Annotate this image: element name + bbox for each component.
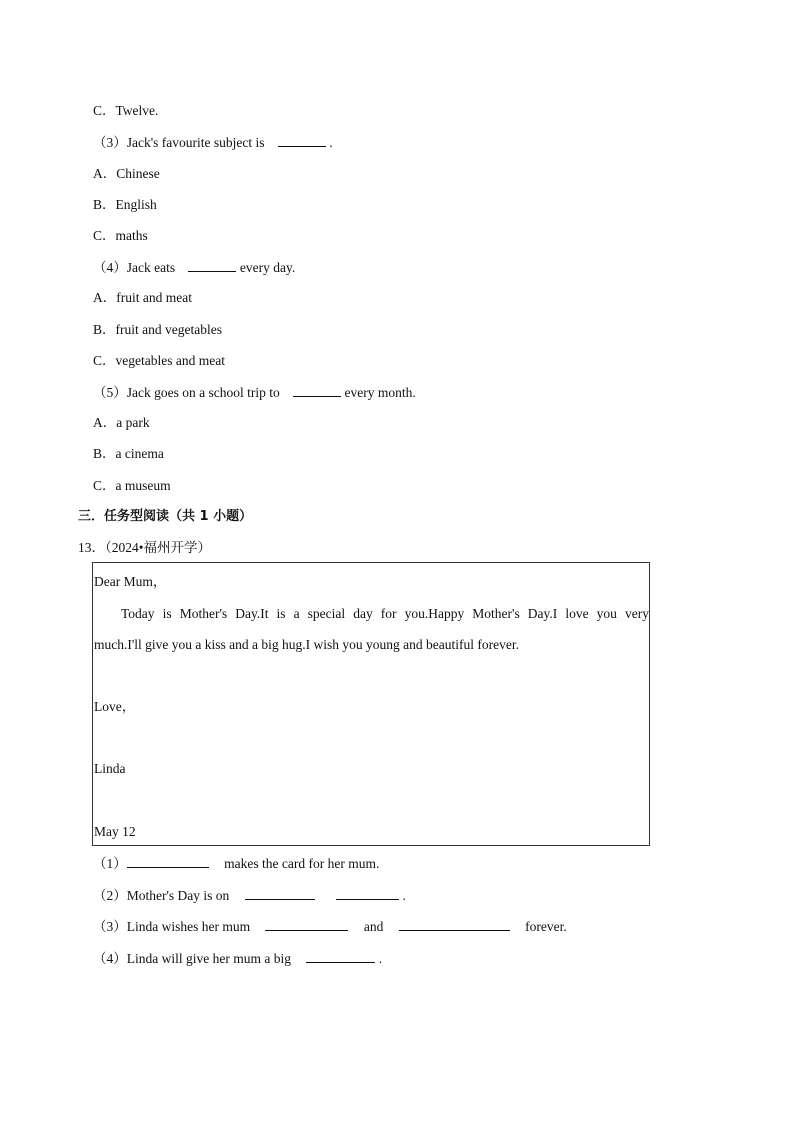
item-text: Mother's Day is on — [126, 888, 230, 903]
question-number: （5） — [93, 385, 127, 400]
question-text: Jack goes on a school trip to — [126, 385, 280, 400]
answer-blank[interactable] — [293, 384, 341, 397]
q13-item-1 — [93, 855, 379, 872]
letter-greeting: Dear Mum， — [94, 574, 167, 589]
question-number: （4） — [93, 260, 127, 275]
item-text-after: forever. — [525, 919, 567, 934]
answer-blank[interactable] — [188, 259, 236, 272]
q12-3-option-c: C．maths — [93, 228, 148, 243]
answer-blank-2[interactable] — [336, 887, 399, 900]
letter-date: May 12 — [94, 824, 136, 839]
letter-signature: Linda — [94, 761, 126, 776]
question-text: Jack's favourite subject is — [126, 135, 265, 150]
question-end: . — [329, 135, 333, 150]
q12-5-option-c: C．a museum — [93, 478, 171, 493]
question-text: Jack eats — [126, 260, 176, 275]
q12-3-option-a: A．Chinese — [93, 166, 160, 181]
answer-blank-1[interactable] — [245, 887, 315, 900]
letter-card — [92, 562, 650, 846]
letter-body-text-1: Today is Mother's Day.It is a special day for you.Happy Mother's Day.I love you very — [121, 606, 649, 621]
item-number: （1） — [93, 856, 127, 871]
q12-question-3 — [93, 134, 333, 151]
q12-3-option-b: B．English — [93, 197, 157, 212]
answer-blank-2[interactable] — [399, 918, 510, 931]
q13-item-3 — [93, 918, 567, 935]
section-heading: 三．任务型阅读（共 1 小题） — [78, 509, 253, 524]
q12-5-option-b: B．a cinema — [93, 446, 164, 461]
letter-body-line2: much.I'll give you a kiss and a big hug.I wish you young and beautiful forever. — [94, 637, 519, 652]
letter-closing: Love， — [94, 699, 136, 714]
q12-4-option-c: C．vegetables and meat — [93, 353, 225, 368]
q13-item-2 — [93, 887, 406, 904]
item-number: （3） — [93, 919, 127, 934]
question-number: （3） — [93, 135, 127, 150]
item-end: . — [402, 888, 406, 903]
item-text: Linda will give her mum a big — [126, 951, 291, 966]
item-text: makes the card for her mum. — [224, 856, 380, 871]
question-text-after: every month. — [344, 385, 416, 400]
answer-blank-1[interactable] — [265, 918, 348, 931]
q12-4-option-b: B．fruit and vegetables — [93, 322, 222, 337]
q12-question-4 — [93, 259, 295, 276]
q13-item-4 — [93, 950, 382, 967]
q12-4-option-a: A．fruit and meat — [93, 290, 192, 305]
item-end: . — [378, 951, 383, 966]
q12-5-option-a: A．a park — [93, 415, 150, 430]
item-number: （4） — [93, 951, 127, 966]
question-text-after: every day. — [239, 260, 296, 275]
q12-question-5 — [93, 384, 416, 401]
q13-label: 13．（2024•福州开学） — [78, 540, 211, 555]
item-text-mid: and — [363, 919, 384, 934]
item-text: Linda wishes her mum — [126, 919, 251, 934]
answer-blank[interactable] — [127, 855, 209, 868]
letter-body-line1 — [93, 606, 649, 622]
item-number: （2） — [93, 888, 127, 903]
answer-blank[interactable] — [278, 134, 326, 147]
answer-blank[interactable] — [306, 950, 375, 963]
q12-option-c-twelve: C．Twelve. — [93, 103, 159, 118]
